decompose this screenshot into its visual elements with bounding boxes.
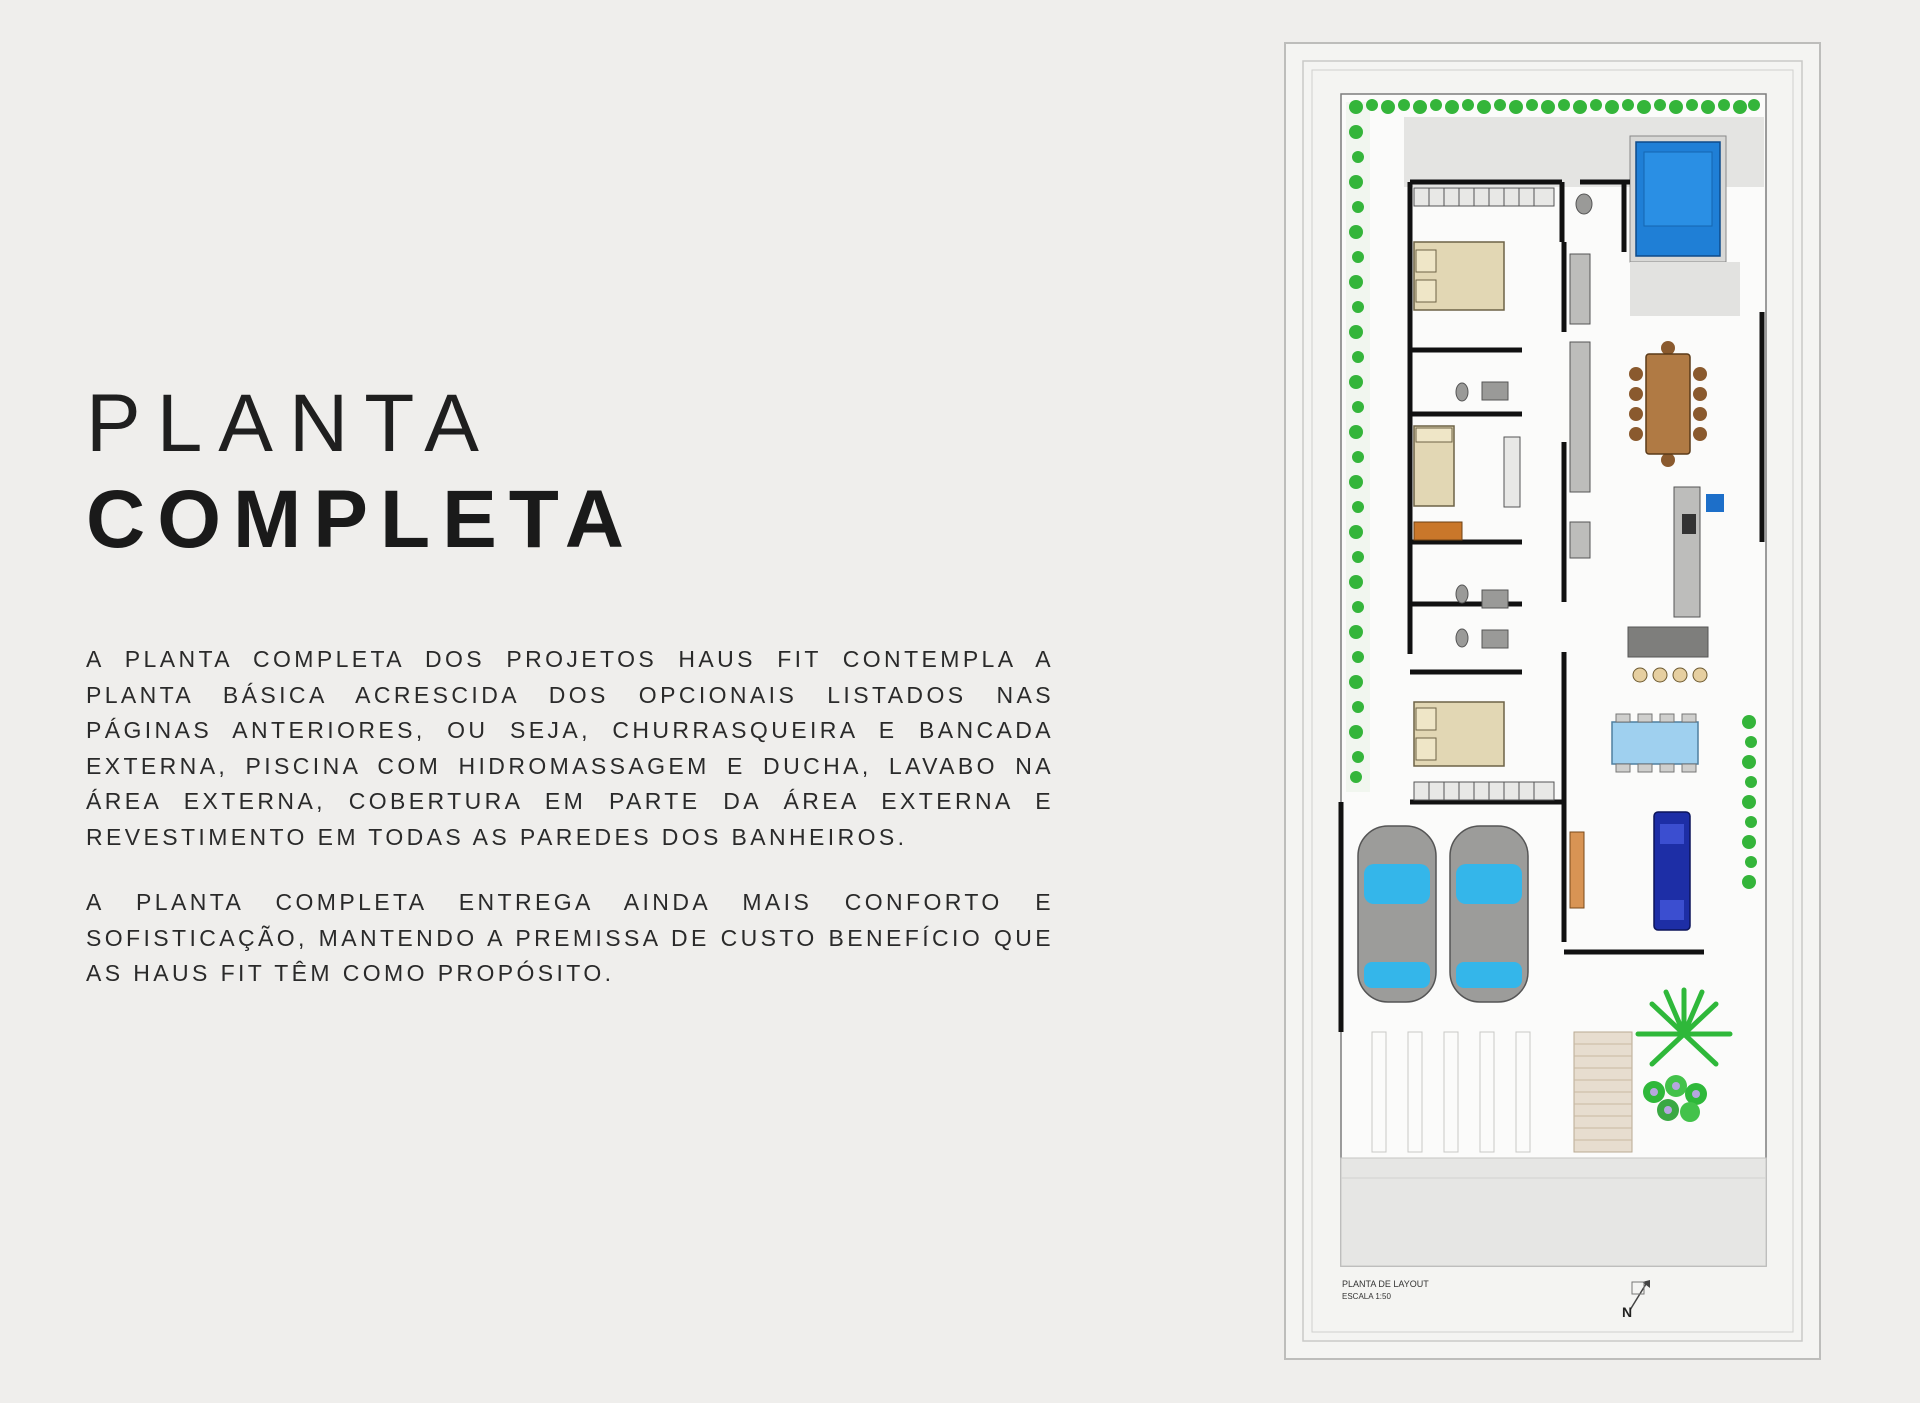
bed-room-3 (1414, 702, 1504, 766)
plan-caption-title: PLANTA DE LAYOUT (1342, 1279, 1429, 1289)
sidewalk (1341, 1158, 1766, 1266)
car-2 (1450, 826, 1528, 1002)
entry-deck (1574, 1032, 1632, 1152)
outdoor-table (1612, 714, 1698, 772)
floor-plan (1284, 42, 1821, 1360)
page-title (86, 378, 636, 570)
paragraph-1: A PLANTA COMPLETA DOS PROJETOS HAUS FIT CONTEMPLA A PLANTA BÁSICA ACRESCIDA DOS OPCIONAIS LISTADOS NAS PÁGINAS ANTERIORES, OU SEJA, CHURRASQUEIRA E BANCADA EXTERNA, PISCINA COM HIDROMASSAGEM E DUCHA, LAVABO NA ÁREA EXTERNA, COBERTURA EM PARTE DA ÁREA EXTERNA E REVESTIMENTO EM TODAS AS PAREDES DOS BANHEIROS. (86, 646, 1054, 850)
north-label: N (1622, 1304, 1633, 1320)
car-1 (1358, 826, 1436, 1002)
paragraph-2: A PLANTA COMPLETA ENTREGA AINDA MAIS CONFORTO E SOFISTICAÇÃO, MANTENDO A PREMISSA DE CUSTO BENEFÍCIO QUE AS HAUS FIT TÊM COMO PROPÓSITO. (86, 889, 1054, 986)
tv-unit (1570, 832, 1584, 908)
description (86, 642, 1054, 1022)
title-line-1: PLANTA (86, 378, 495, 469)
bed-suite (1414, 242, 1504, 310)
floor-plan-drawing (1284, 42, 1821, 1360)
title-line-2: COMPLETA (86, 474, 637, 565)
sofa (1654, 812, 1690, 930)
plan-caption-scale: ESCALA 1:50 (1342, 1292, 1391, 1301)
